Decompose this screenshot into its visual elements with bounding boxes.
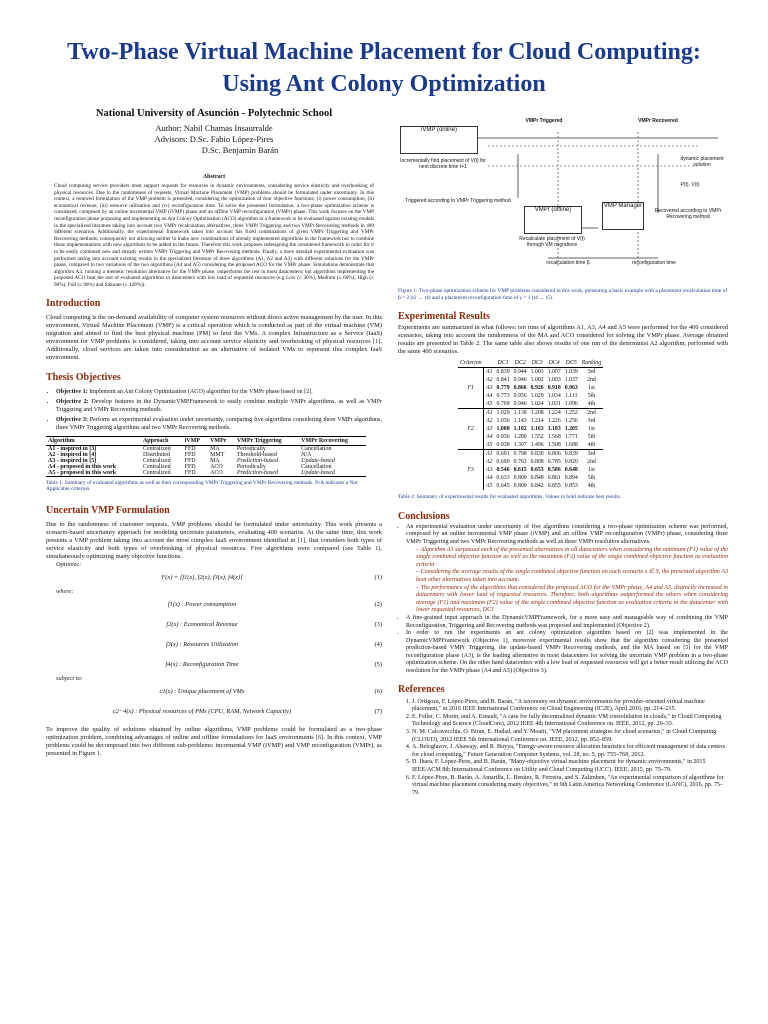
table1-cell: A5 - proposed in this work (46, 470, 141, 477)
triggered-label: VMPr Triggered (525, 118, 563, 124)
table1-cell: N/A (301, 451, 312, 458)
table2-cell: 3rd (580, 368, 603, 377)
table2-cell: 0.769 (496, 401, 510, 408)
table2-cell: 1.031 (547, 401, 561, 408)
reference-item: 2. E. Feller, C. Morin, and A. Esnault, "A case for fully decentralized dynamic VM consolidation in clouds," in Cloud Computing Technology and Science (CloudCom), 2012 IEEE 4th International Conference on. IEEE, 2012, pp. 26–33. (412, 714, 728, 729)
table2-header: DC4 (546, 359, 563, 368)
table2-cell: 1.036 (496, 418, 510, 425)
table2-cell: A4 (486, 475, 493, 482)
table2-cell: 5th (587, 434, 596, 441)
formulation-heading: Uncertain VMP Formulation (46, 504, 170, 516)
table2-cell: 1.029 (496, 410, 510, 417)
table2-cell: 0.648 (564, 467, 578, 474)
table2-cell: 0.785 (547, 459, 561, 466)
table1-cell: A2 - inspired in [4] (48, 451, 97, 458)
table2-cell: 0.938 (496, 442, 510, 449)
table2-cell: 0.946 (513, 401, 527, 408)
table1-cell: Update-based (301, 457, 335, 464)
table2-header: DC5 (563, 359, 580, 368)
table2-row (458, 425, 603, 433)
advisor-2: D.Sc. Benjamín Barán (201, 145, 279, 155)
table2-cell: A1 (484, 450, 495, 459)
table1-caption: Table 1: Summary of evaluated algorithms as well as their corresponding VMPr Triggering and VMPr Recovering methods. N/A indicates a Not Applicable criterion. (46, 479, 358, 493)
table1-cell: FFD (184, 445, 196, 452)
table2-cell: A3 (486, 467, 493, 474)
abstract-heading: Abstract (202, 174, 226, 180)
results-heading: Experimental Results (398, 311, 490, 323)
table2-cell: 0.546 (496, 467, 510, 474)
table2-cell: 1.029 (530, 393, 544, 400)
pt-label: P(t), V(t) (680, 182, 700, 188)
table2-cell: 1.111 (564, 393, 578, 400)
table2-criterion: F3 (458, 466, 484, 474)
table1-cell: Cancellation (301, 463, 332, 470)
table2-cell: 1.037 (564, 377, 578, 384)
table2-criterion: F1 (458, 384, 484, 392)
table2-criterion (458, 368, 484, 377)
table2-cell: 0.773 (496, 393, 510, 400)
triggered-note: Triggered according to VMPr Triggering method (405, 198, 511, 204)
table2-cell: 1.568 (547, 434, 561, 441)
table2-row (458, 474, 603, 482)
table1-cell: Update-based (299, 470, 366, 477)
table2-cell: 5th (587, 475, 596, 482)
table2-criterion (458, 392, 484, 400)
table2-cell: 0.633 (496, 475, 510, 482)
table1-cell: Cancellation (301, 445, 332, 452)
poster-title: Two-Phase Virtual Machine Placement for Cloud Computing: Using Ant Colony Optimization (67, 39, 701, 97)
table2-cell: 0.830 (530, 451, 544, 458)
figure1-caption: Figure 1: Two-phase optimization scheme for VMP problems considered in this work, presenting a basic example with a placement recalculation time of β = 2 (t2 → t4) and a placement reconfiguration time of γ = 1 (t4 → t5). (398, 288, 728, 301)
table2-cell: 0.855 (547, 483, 561, 490)
ivmp-desc: Incrementally find placement of V(t) for next discrete time t+1 (400, 158, 486, 170)
equation-2: f1(x) : Power consumption (2) (167, 601, 382, 609)
table2-row (458, 384, 603, 392)
table2-cell: A5 (486, 442, 493, 449)
table2-cell: 0.861 (547, 475, 561, 482)
table2-cell: 1st (588, 467, 595, 474)
table1-row (46, 470, 366, 477)
table1-cell: A4 - proposed in this work (48, 463, 117, 470)
equation-7: c2−4(x) : Physical resources of PMs (CPU, RAM, Network Capacity) (7) (112, 708, 382, 716)
table1-cell: MA (210, 457, 220, 464)
table2-cell: 1.143 (513, 418, 527, 425)
table1-cell: MMT (210, 451, 225, 458)
subject-label: subject to: (56, 674, 83, 682)
table2-cell: A3 (486, 426, 493, 433)
table1-cell: ACO (208, 470, 235, 477)
optimize-label: Optimize: (56, 560, 82, 568)
table1-cell: A3 - inspired in [5] (48, 457, 97, 464)
table2-header: Criterion (460, 360, 482, 367)
table1-header: VMPr Triggering (235, 436, 299, 445)
table2-cell: 1.771 (564, 434, 578, 441)
affiliation: National University of Asunción - Polytechnic School (95, 108, 333, 119)
objective-item: • Objective 2: Develop features in the DynamicVMPFramework to easily combine multiple VMPr algorithms, as well as VMPr Triggering and VMPr Recovering methods. (56, 398, 382, 414)
reconf-label: reconfiguration time (632, 260, 676, 266)
table2-cell: 0.809 (513, 483, 527, 490)
table2-cell: 0.926 (530, 385, 544, 392)
table2-criterion: F2 (458, 425, 484, 433)
where-label: where: (56, 587, 74, 595)
equation-3: f2(x) : Economical Revenue (3) (166, 621, 382, 629)
table2-caption: Table 2: Summary of experimental results for evaluated algorithms. Values in bold indicate best results. (398, 494, 622, 501)
table2-cell: 1.256 (564, 418, 578, 425)
table1-cell: Threshold-based (236, 451, 277, 458)
table2-header: Ranking (581, 360, 602, 367)
results-text: Experiments are summarized in what follows: ten runs of algorithms A1, A3, A4 and A5 were performed for the 400 considered scenarios, taking into account the randomness of the MA and ACO considered for solving the VMPr phase. Average obtained results are presented in Table 2. The same table also shows results of one run of the determinist A2 algorithm, performed with the same 400 scenarios. (398, 324, 728, 356)
table1-header: iVMP (183, 436, 208, 445)
conclusions-heading: Conclusions (398, 510, 450, 522)
table2-cell: 0.615 (513, 467, 527, 474)
intro-heading: Introduction (46, 297, 101, 309)
manager-box: VMP Manager (602, 202, 644, 230)
table2-cell: A2 (486, 418, 493, 425)
equation-6: c1(x) : Unique placement of VMs (6) (159, 688, 382, 696)
table2-cell: 5th (587, 393, 596, 400)
table2-cell: 1.008 (496, 426, 510, 433)
table2-row (458, 433, 603, 441)
table2-cell: 1.003 (547, 377, 561, 384)
table2-cell: 1.307 (513, 442, 527, 449)
table2-criterion (458, 400, 484, 409)
advisors: Advisors: D.Sc. Fabio López-Pires (154, 134, 274, 144)
table2-cell: 1.002 (530, 377, 544, 384)
objectives-list (46, 388, 382, 432)
table2-cell: 0.848 (530, 475, 544, 482)
table2-criterion (458, 458, 484, 466)
table2-cell: 0.691 (496, 451, 510, 458)
table2-cell: 2nd (587, 377, 596, 384)
table2-cell: 0.866 (513, 385, 527, 392)
vmpr-box: VMPr (offline) (524, 206, 582, 234)
conclusion-subitem: – Considering the average results of the single combined objective function on each scenario s ∈ S, the presented algorithm A3 beat other alternatives taken into account. (416, 569, 728, 583)
conclusions-list (398, 524, 728, 676)
table2-cell: 1.138 (513, 410, 527, 417)
table2-cell: A5 (486, 483, 493, 490)
table2-cell: 0.820 (564, 459, 578, 466)
figure-1 (398, 118, 728, 288)
table2-cell: 1st (588, 426, 595, 433)
table2-cell: 1.224 (547, 410, 561, 417)
table1-cell: A1 - inspired in [3] (48, 445, 97, 452)
table2-cell: 0.956 (513, 393, 527, 400)
table2-criterion (458, 376, 484, 384)
table2-row (458, 417, 603, 425)
table2-cell: 0.808 (530, 459, 544, 466)
conclusion-subitem: – The performance of the algorithms that considered the proposed ACO for the VMPr phase, A4 and A5, distinctly increased in datacenters with lower load of requested resources. Therefore, both algorithms outperformed the others when considering average (F1) and maximum (F2) value of the single combined objective function as evaluation criteria in the datacenter with lower requested resources, DC1 (416, 584, 728, 614)
table2-cell: 1.226 (547, 418, 561, 425)
formulation-closing: To improve the quality of solutions obtained by online algorithms, VMP problems could be formulated as a two-phase optimization problem, combining advantages of online and offline formulations for IaaS environments [6]. In this context, VMP problems could be decomposed into two different sub-problems: incremental VMP (iVMP) and VMP reconfiguration (VMPr), as presented in Figure 1. (46, 725, 382, 757)
table1-cell: Centralized (142, 457, 171, 464)
reference-item: 1. J. Ortigoza, F. López-Pires, and B. Barán, "A taxonomy on dynamic environments for provider-oriented virtual machine placement," in 2016 IEEE International Conference on Cloud Engineering (IC2E), April 2016, pp. 214–215. (412, 699, 728, 714)
table2-criterion (458, 417, 484, 425)
table2-row (458, 466, 603, 474)
table2-row (458, 458, 603, 466)
equation-4: f3(x) : Resources Utilization (4) (165, 641, 382, 649)
table1-header: Approach (141, 436, 183, 445)
conclusion-item: • A fine-grained input approach in the DynamicVMPFramework, for a more easy and manageable way of combining the VMP Reconfiguration, Triggering and Recovering methods was proposed and implemented (Objective 2). (406, 615, 728, 630)
table2-row (458, 376, 603, 384)
table2-cell: 0.936 (496, 434, 510, 441)
table2-cell: 0.918 (547, 385, 561, 392)
algorithms-table (46, 436, 366, 477)
table1-cell: ACO (210, 463, 223, 470)
table2-cell: 3rd (587, 418, 596, 425)
table2-cell: A3 (486, 385, 493, 392)
table2-row (458, 441, 603, 450)
table2-row (458, 409, 603, 418)
left-column (46, 108, 382, 758)
table1-cell: MA (210, 445, 220, 452)
table2-row (458, 368, 603, 377)
table2-cell: 1.205 (564, 426, 578, 433)
table2-cell: A2 (486, 377, 493, 384)
results-table (458, 359, 603, 490)
table2-cell: 3rd (580, 450, 603, 459)
table2-cell: 0.645 (496, 483, 510, 490)
objective-item: • Objective 3: Perform an experimental evaluation under uncertainty, comparing five algorithms considering three VMPr algorithms, three VMPr Triggering algorithms and two VMPr Recovering methods. (56, 416, 382, 432)
table2-cell: 2nd (580, 409, 603, 418)
equation-5: f4(x) : Reconfiguration Time (5) (165, 661, 382, 669)
table2-cell: 0.963 (564, 385, 578, 392)
table1-cell: FFD (184, 463, 196, 470)
table2-header (484, 359, 495, 368)
reference-item: 4. A. Beloglazov, J. Abawajy, and R. Buyya, "Energy-aware resource allocation heuristics for efficient management of data centers for cloud computing," Future Generation Computer Systems, vol. 28, no. 5, pp. 755–768, 2012. (412, 744, 728, 759)
references-list (398, 699, 728, 798)
table2-cell: 1.003 (530, 369, 544, 376)
vmpr-desc: Recalculate placement of V(t) through VM migrations (519, 236, 585, 248)
table2-cell: 0.798 (513, 451, 527, 458)
reference-item: 5. D. Ihara, F. López-Pires, and B. Barán, "Many-objective virtual machine placement for dynamic environments," in 2015 IEEE/ACM 8th International Conference on Utility and Cloud Computing (UCC). IEEE, 2015, pp. 75–79. (412, 759, 728, 774)
conclusion-subitem: – Algorithm A3 surpassed each of the presented alternatives in all datacenters when considering the minimum (F1) value of the single combined objective function as well as the maximum (F2) value of the single combined objective function as evaluation criteria (416, 546, 728, 568)
ivmp-box: iVMP (online) (400, 126, 478, 154)
recalc-label: recalculation time β (546, 260, 590, 266)
table2-cell: 0.841 (496, 377, 510, 384)
table2-header: DC3 (529, 359, 546, 368)
table1-cell: Prediction-based (236, 457, 278, 464)
table2-cell: 1.039 (564, 369, 578, 376)
equation-1: F(x) = [f1(x), f2(x), f3(x), f4(x)] (1) (161, 574, 382, 582)
table2-criterion (458, 441, 484, 450)
formulation-text: Due to the randomness of customer requests, VMP problems should be formulated under uncertainty. This work presents a scenario-based uncertainty approach for modeling uncertain parameters, evaluating 400 scenarios. At the same time, this work presents a VMP problem taking into account the most complex IaaS environment identified in [1], that considers both types of service elasticity and both types of overbooking of physical resources. Five algorithms were compared (see Table 1), simultaneously optimizing many objective functions. (46, 520, 382, 560)
table2-row (458, 450, 603, 459)
table2-cell: 0.894 (564, 475, 578, 482)
reference-item: 6. F. López-Pires, B. Barán, A. Amarilla, L. Benítez, R. Ferreira, and S. Zalimben, "An experimental comparison of algorithms for virtual machine placement considering many objectives," in 9th Latin America Networking Conference (LANC), 2016, pp. 75–79. (412, 775, 728, 798)
recovered-note: Recovered according to VMPr Recovering method (654, 208, 722, 220)
table2-cell: A1 (484, 409, 495, 418)
table2-criterion (458, 474, 484, 482)
table2-cell: 1.096 (564, 401, 578, 408)
conclusion-item: • An experimental evaluation under uncertainty of five algorithms considering a two-phase optimization scheme was performed, composed by an online incremental VMP phase (iVMP) and an offline VMP reconfiguration (VMPr) phase, considering three VMPr Triggering and two VMPr Recovering methods as well as three VMPr resolution alternatives. – Algorithm A3 surpassed each of the presented alternatives in all datacenters when considering the minimum (F1) value of the single combined objective function as well as the maximum (F2) value of the single combined objective function as evaluation criteria – Considering the average results of the single combined objective function on each scenario s ∈ S, the presented algorithm A3 beat other alternatives taken into account. – The performance of the algorithms that considered the proposed ACO for the VMPr phase, A4 and A5, distinctly increased in datacenters with lower load of requested resources. Therefore, both algorithms outperformed the others when considering average (F1) and maximum (F2) value of the single combined objective function as evaluation criteria in the datacenter with lower requested resources, DC1 (406, 524, 728, 615)
table2-cell: 0.809 (513, 475, 527, 482)
table2-cell: 2nd (587, 459, 596, 466)
table2-criterion (458, 409, 484, 418)
table2-cell: 4th (587, 401, 596, 408)
author: Author: Nabil Chamas Insaurralde (155, 123, 273, 133)
table2-cell: 0.853 (564, 483, 578, 490)
intro-text: Cloud computing is the on-demand availability of computer system resources without direct active management by the user. In this environment, Virtual Machine Placement (VMP) is a critical operation which is conducted as part of the virtual machine (VM) migration and aimed to find the best physical machine (PM) to host the VMs. A complex Infrastructure as a Service (IaaS) environment for VMP problems is considered, taking into account service elasticity and overbooking of physical resources [1]. Additionally, cloud services are taken into consideration as an alternative of isolated VMs to represent this complex IaaS environment. (46, 313, 382, 361)
table2-criterion (458, 482, 484, 490)
objective-item: • Objective 1: Implement an Ant Colony Optimization (ACO) algorithm for the VMPr phase based on [2]. (56, 388, 382, 396)
table2-cell: 1.208 (530, 410, 544, 417)
table2-cell: 0.586 (547, 467, 561, 474)
table2-cell: 1.688 (564, 442, 578, 449)
table2-cell: A1 (484, 368, 495, 377)
table2-cell: 1.214 (530, 418, 544, 425)
objectives-heading: Thesis Objectives (46, 371, 121, 383)
table1-cell: Centralized (141, 470, 183, 477)
table2-cell: 0.842 (530, 483, 544, 490)
table2-cell: 0.690 (496, 459, 510, 466)
table2-header: DC1 (495, 359, 512, 368)
table2-cell: 0.653 (530, 467, 544, 474)
table1-header: VMPr Recovering (299, 436, 366, 445)
reference-item: 3. N. M. Calcavecchia, O. Biran, E. Hadad, and Y. Moatti, "VM placement strategies for cloud scenarios," in Cloud Computing (CLOUD), 2012 IEEE 5th International Conference on. IEEE, 2012, pp. 852–859. (412, 729, 728, 744)
table2-row (458, 400, 603, 409)
table2-cell: 1st (588, 385, 595, 392)
table2-row (458, 392, 603, 400)
table2-cell: 1.007 (547, 369, 561, 376)
table2-cell: 0.839 (496, 369, 510, 376)
table2-criterion (458, 433, 484, 441)
conclusion-item: • In order to run the experiments an ant colony optimization algorithm based on [2] was implemented in the DynamicVMPFramework (Objective 1), moreover experimental results show that the algorithm considering the presented prediction-based VMPr Triggering, the update-based VMPr Recovering methods, and the MA based on [5] for the VMP reconfiguration phase (A3), is the leading alternative in most datacenters for solving the uncertain VMP problem in a two-phase optimization scheme. On the other hand datacenters with a low load of requested resources will get a better result utilizing the ACO resolution for the VMPr phase (A4 and A5) (Objective 3). (406, 630, 728, 676)
table1-cell: Centralized (142, 463, 171, 470)
conclusion-sublist (406, 547, 728, 615)
dynamic-label: dynamic placement solution (680, 156, 724, 168)
table2-cell: A2 (486, 459, 493, 466)
table2-cell: 4th (587, 442, 596, 449)
table1-header: VMPr (208, 436, 235, 445)
table2-cell: 0.763 (513, 459, 527, 466)
table1-cell: Prediction-based (235, 470, 299, 477)
table2-cell: 1.508 (547, 442, 561, 449)
table2-row (458, 482, 603, 490)
table1-header: Algorithm (46, 436, 141, 445)
table2-criterion (458, 450, 484, 459)
table2-cell: 0.944 (513, 369, 527, 376)
table2-cell: A5 (486, 401, 493, 408)
table2-cell: 0.839 (564, 451, 578, 458)
references-heading: References (398, 683, 445, 695)
table2-cell: 1.280 (513, 434, 527, 441)
table2-cell: 1.024 (530, 401, 544, 408)
table2-cell: A4 (486, 393, 493, 400)
recovered-label: VMPr Recovered (638, 118, 678, 124)
table2-cell: 1.183 (547, 426, 561, 433)
table2-cell: 4th (587, 483, 596, 490)
table2-cell: 0.806 (547, 451, 561, 458)
table2-cell: 1.496 (530, 442, 544, 449)
table1-cell: FFD (183, 470, 208, 477)
table2-cell: 1.552 (530, 434, 544, 441)
table1-cell: Periodically (236, 445, 266, 452)
table1-cell: FFD (184, 451, 196, 458)
table2-cell: 1.102 (513, 426, 527, 433)
table2-cell: 0.946 (513, 377, 527, 384)
table2-cell: 1.034 (547, 393, 561, 400)
table2-cell: 1.252 (564, 410, 578, 417)
table1-cell: Centralized (142, 445, 171, 452)
table1-cell: Periodically (236, 463, 266, 470)
table1-cell: FFD (184, 457, 196, 464)
table2-cell: 0.779 (496, 385, 510, 392)
abstract-text: Cloud computing service providers must support requests for resources in dynamic environments, considering service elasticity and overbooking of physical resources. Due to the randomness of requests, Virtual Machine Placement (VMP) problems should be formulated under uncertainty. In this context, a renewed formulation of the VMP problem is presented, considering the optimization of four objective functions: (i) power consumption, (ii) economical revenue, (iii) resource utilization and (iv) reconfiguration time. To solve the presented formulation, a two-phase optimization scheme is considered, composed by an online incremental VMP (iVMP) phase and an offline VMP reconfiguration (VMPr) phase. This work focuses on the VMP reconfiguration phase proposing and implementing an Ant Colony Optimization (ACO) algorithm in a framework to be evaluated against existing models in the specialized literature taking into account two VMPr recalculation alternatives, three VMPr Triggering and two VMPr Recovering methods in 400 different scenarios. Additionally, the experimental framework taken into account has fixed combinations of given VMPr Triggering and VMPr Recovering methods; consequently not allowing neither to make new combinations of already implemented algorithms in the framework nor to combine those implementations with new algorithms to be added in the future. Therefore this work proposes redesigning the considered framework in order for it to be easily combined new and already written VMPr Triggering and VMPr Recovering methods. Finally, a more detailed experimental evaluation was performed taking into account existing results in the specialized literature of three algorithms (A1, A2 and A3) with different solutions for the VMPr phase, compared to two variations of the two algorithms (A4 and A5) considering the proposed ACO for the VMPr phase. Simulations demonstrate that algorithm A3, running a memetic resolution alternative for the VMPr phase, outperforms the rest in most datacenters; but algorithms implementing the proposed ACO beat the rest of evaluated algorithms in datacenters with low load of requested resources (e.g Low (≤ 30%), Medium (≤ 60%), High (≤ 90%), Full (≤ 98%) and Saturate (≤ 120%)). (54, 183, 374, 288)
right-column (398, 118, 728, 797)
table2-cell: 1.163 (530, 426, 544, 433)
table2-header: DC2 (512, 359, 529, 368)
table2-cell: A4 (486, 434, 493, 441)
table1-cell: Distributed (142, 451, 170, 458)
